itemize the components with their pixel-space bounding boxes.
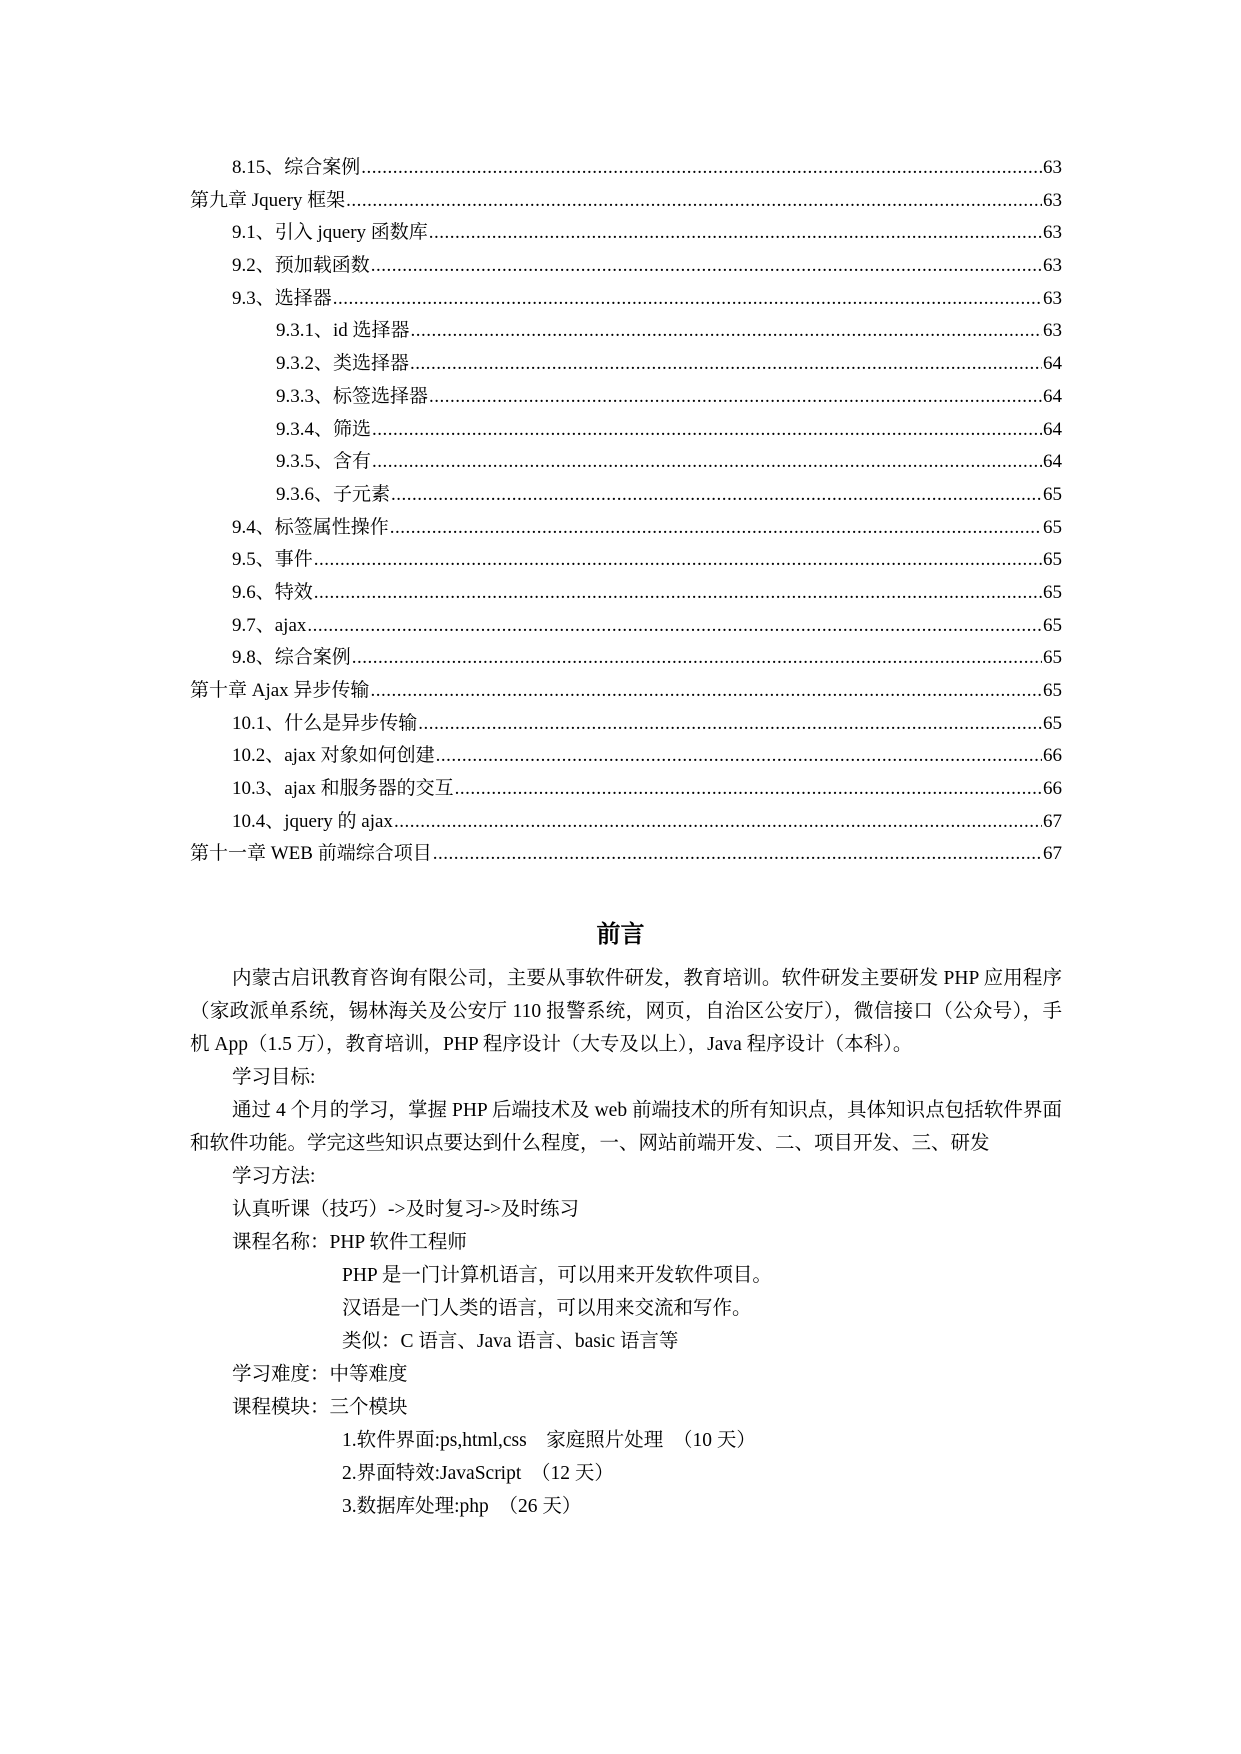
toc-entry-label: 10.1、什么是异步传输 xyxy=(232,712,418,734)
toc-entry-page: 63 xyxy=(1043,189,1062,211)
toc-entry[interactable] xyxy=(190,283,1062,316)
toc-leader-dots xyxy=(390,512,1042,545)
toc-leader-dots xyxy=(391,479,1042,512)
toc-entry-label: 9.3.3、标签选择器 xyxy=(276,385,429,407)
course-note: 汉语是一门人类的语言，可以用来交流和写作。 xyxy=(342,1298,752,1319)
preface-body xyxy=(190,962,1062,1523)
toc-entry-page: 65 xyxy=(1043,483,1062,505)
toc-entry-page: 63 xyxy=(1043,222,1062,244)
toc-entry-page: 65 xyxy=(1043,647,1062,669)
toc-entry-label: 第十一章 WEB 前端综合项目 xyxy=(190,843,432,865)
toc-entry[interactable] xyxy=(190,838,1062,871)
toc-entry-page: 64 xyxy=(1043,353,1062,375)
toc-entry[interactable] xyxy=(190,740,1062,773)
toc-leader-dots xyxy=(361,152,1042,185)
toc-leader-dots xyxy=(333,283,1042,316)
method-text: 认真听课（技巧）->及时复习->及时练习 xyxy=(232,1199,579,1220)
toc-entry-page: 65 xyxy=(1043,516,1062,538)
difficulty-line: 学习难度：中等难度 xyxy=(232,1364,408,1385)
toc-entry[interactable] xyxy=(190,446,1062,479)
toc-entry[interactable] xyxy=(190,544,1062,577)
modules-line: 课程模块：三个模块 xyxy=(232,1397,408,1418)
toc-entry-label: 9.3.5、含有 xyxy=(276,451,372,473)
toc-leader-dots xyxy=(436,740,1042,773)
toc-entry[interactable] xyxy=(190,250,1062,283)
module-item: 3.数据库处理:php （26 天） xyxy=(342,1496,582,1517)
toc-entry-page: 65 xyxy=(1043,614,1062,636)
toc-entry[interactable] xyxy=(190,185,1062,218)
toc-entry[interactable] xyxy=(190,152,1062,185)
method-label: 学习方法: xyxy=(232,1166,316,1187)
toc-entry-page: 64 xyxy=(1043,418,1062,440)
toc-entry[interactable] xyxy=(190,610,1062,643)
toc-leader-dots xyxy=(372,446,1042,479)
preface-heading: 前言 xyxy=(596,920,645,948)
toc-entry-label: 9.8、综合案例 xyxy=(232,647,351,669)
toc-leader-dots xyxy=(314,577,1042,610)
toc-entry-page: 64 xyxy=(1043,451,1062,473)
toc-entry-label: 9.3.6、子元素 xyxy=(276,483,391,505)
toc-entry[interactable] xyxy=(190,675,1062,708)
toc-entry-page: 65 xyxy=(1043,680,1062,701)
toc-entry[interactable] xyxy=(190,577,1062,610)
toc-entry-page: 66 xyxy=(1043,745,1062,767)
toc-entry-label: 第九章 Jquery 框架 xyxy=(190,189,346,211)
intro-paragraph: 内蒙古启讯教育咨询有限公司，主要从事软件研发，教育培训。软件研发主要研发 PHP 应用程序（家政派单系统，锡林海关及公安厅 110 报警系统，网页，自治区公安厅），微信接口（公众号），手机 App（1.5 万），教育培训，PHP 程序设计（大专及以上），Java 程序设计（本科）。 xyxy=(190,968,1062,1055)
toc-leader-dots xyxy=(371,250,1042,283)
goal-paragraph: 通过 4 个月的学习，掌握 PHP 后端技术及 web 前端技术的所有知识点，具体知识点包括软件界面和软件功能。学完这些知识点要达到什么程度，一、网站前端开发、二、项目开发、三、研发 xyxy=(190,1100,1062,1154)
module-item: 1.软件界面:ps,html,css 家庭照片处理 （10 天） xyxy=(342,1430,756,1451)
toc-entry[interactable] xyxy=(190,512,1062,545)
toc-entry-label: 9.6、特效 xyxy=(232,581,313,603)
toc-leader-dots xyxy=(314,544,1042,577)
toc-entry-page: 67 xyxy=(1043,843,1062,865)
toc-entry-page: 66 xyxy=(1043,778,1062,800)
toc-entry-label: 9.3、选择器 xyxy=(232,287,332,309)
toc-entry-page: 65 xyxy=(1043,581,1062,603)
toc-entry[interactable] xyxy=(190,479,1062,512)
toc-entry[interactable] xyxy=(190,381,1062,414)
toc-entry[interactable] xyxy=(190,806,1062,839)
toc-leader-dots xyxy=(410,348,1042,381)
toc-entry-label: 9.3.4、筛选 xyxy=(276,418,372,440)
toc-entry-label: 9.4、标签属性操作 xyxy=(232,516,389,538)
toc-entry[interactable] xyxy=(190,348,1062,381)
toc-leader-dots xyxy=(346,185,1042,218)
toc-leader-dots xyxy=(433,838,1042,871)
toc-entry-page: 63 xyxy=(1043,287,1062,309)
toc-entry-label: 10.3、ajax 和服务器的交互 xyxy=(232,778,454,800)
toc-entry[interactable] xyxy=(190,708,1062,741)
toc-leader-dots xyxy=(429,217,1042,250)
toc-entry[interactable] xyxy=(190,315,1062,348)
toc-entry-label: 9.3.1、id 选择器 xyxy=(276,320,410,342)
toc-entry-page: 65 xyxy=(1043,549,1062,571)
toc-leader-dots xyxy=(455,773,1042,806)
goal-label: 学习目标: xyxy=(232,1067,316,1088)
toc-entry-page: 65 xyxy=(1043,712,1062,734)
toc-entry-label: 9.7、ajax xyxy=(232,614,307,636)
toc-entry-label: 9.1、引入 jquery 函数库 xyxy=(232,222,428,244)
toc-entry-page: 67 xyxy=(1043,810,1062,832)
toc-leader-dots xyxy=(411,315,1042,348)
toc-leader-dots xyxy=(418,708,1042,741)
toc-entry-page: 64 xyxy=(1043,385,1062,407)
toc-leader-dots xyxy=(429,381,1042,414)
toc-entry-label: 8.15、综合案例 xyxy=(232,157,361,178)
course-note: 类似：C 语言、Java 语言、basic 语言等 xyxy=(342,1331,679,1352)
toc-entry-label: 10.4、jquery 的 ajax xyxy=(232,810,393,832)
toc-leader-dots xyxy=(370,675,1042,708)
toc-entry[interactable] xyxy=(190,414,1062,447)
toc-entry[interactable] xyxy=(190,642,1062,675)
toc-leader-dots xyxy=(394,806,1042,839)
toc-entry-label: 9.3.2、类选择器 xyxy=(276,353,410,375)
toc-entry[interactable] xyxy=(190,773,1062,806)
toc-entry-page: 63 xyxy=(1043,157,1062,178)
toc-leader-dots xyxy=(372,414,1042,447)
table-of-contents xyxy=(190,152,1062,871)
toc-entry-label: 9.2、预加载函数 xyxy=(232,255,370,277)
toc-leader-dots xyxy=(307,610,1042,643)
toc-leader-dots xyxy=(352,642,1042,675)
module-item: 2.界面特效:JavaScript （12 天） xyxy=(342,1463,614,1484)
toc-entry[interactable] xyxy=(190,217,1062,250)
toc-entry-label: 9.5、事件 xyxy=(232,549,313,571)
toc-entry-label: 第十章 Ajax 异步传输 xyxy=(190,680,370,701)
toc-entry-page: 63 xyxy=(1043,320,1062,342)
toc-entry-page: 63 xyxy=(1043,255,1062,277)
course-note: PHP 是一门计算机语言，可以用来开发软件项目。 xyxy=(342,1265,772,1286)
toc-entry-label: 10.2、ajax 对象如何创建 xyxy=(232,745,435,767)
course-name-line: 课程名称：PHP 软件工程师 xyxy=(232,1232,467,1253)
